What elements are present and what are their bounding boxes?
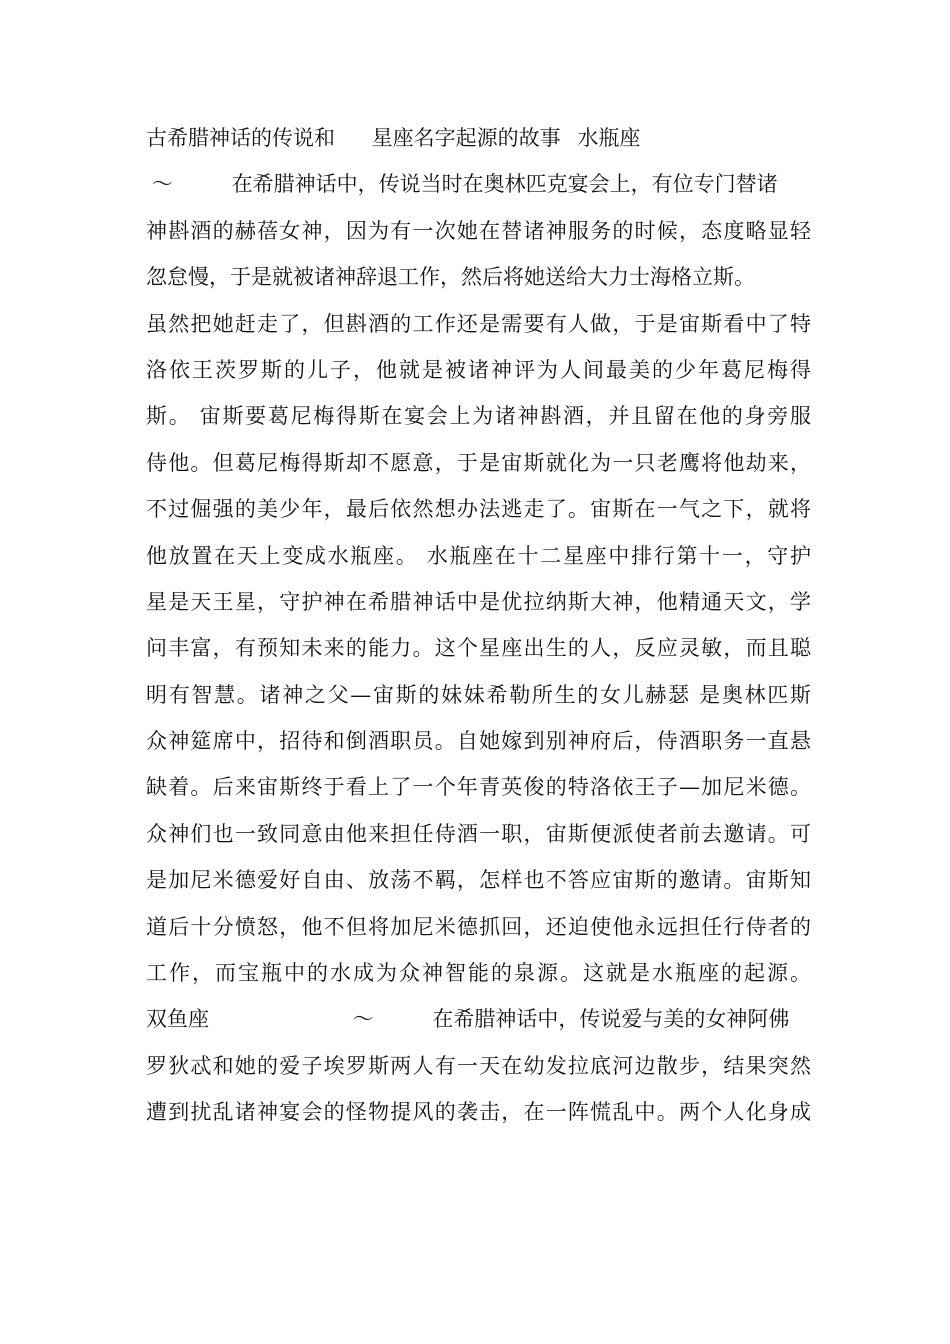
title-part-1: 古希腊神话的传说和: [146, 126, 335, 150]
paragraph-line: 侍他。但葛尼梅得斯却不愿意，于是宙斯就化为一只老鹰将他劫来，: [146, 450, 811, 475]
paragraph-line: 星是天王星，守护神在希腊神话中是优拉纳斯大神，他精通天文，学: [146, 589, 811, 614]
pisces-label: 双鱼座: [146, 1007, 209, 1032]
paragraph-line: 斯。 宙斯要葛尼梅得斯在宴会上为诸神斟酒，并且留在他的身旁服: [146, 404, 811, 429]
title-part-2: 星座名字起源的故事: [371, 126, 561, 150]
paragraph-line: 罗狄忒和她的爱子埃罗斯两人有一天在幼发拉底河边散步，结果突然: [146, 1053, 811, 1078]
paragraph-line: 问丰富，有预知未来的能力。这个星座出生的人，反应灵敏，而且聪: [146, 636, 811, 661]
paragraph-line: 洛依王茨罗斯的儿子，他就是被诸神评为人间最美的少年葛尼梅得: [146, 357, 811, 382]
document-body: [146, 115, 811, 1136]
paragraph-text: 在希腊神话中，传说当时在奥林匹克宴会上，有位专门替诸: [231, 172, 778, 197]
paragraph-line: 他放置在天上变成水瓶座。 水瓶座在十二星座中排行第十一，守护: [146, 543, 811, 568]
paragraph-line: 明有智慧。诸神之父—宙斯的妹妹希勒所生的女儿赫瑟 是奥林匹斯: [146, 682, 811, 707]
paragraph-line: 众神们也一致同意由他来担任侍酒一职，宙斯便派使者前去邀请。可: [146, 821, 811, 846]
pisces-tilde-mark: ～: [352, 1007, 374, 1032]
paragraph-line: 缺着。后来宙斯终于看上了一个年青英俊的特洛依王子—加尼米德。: [146, 775, 811, 800]
document-title: [146, 115, 811, 161]
paragraph-text: 在希腊神话中，传说爱与美的女神阿佛: [432, 1007, 790, 1032]
paragraph-line: 神斟酒的赫蓓女神，因为有一次她在替诸神服务的时候，态度略显轻: [146, 218, 811, 243]
paragraph-line: 忽怠慢，于是就被诸神辞退工作，然后将她送给大力士海格立斯。: [146, 265, 755, 290]
title-part-3: 水瓶座: [577, 126, 641, 150]
paragraph-line: 是加尼米德爱好自由、放荡不羁，怎样也不答应宙斯的邀请。宙斯知: [146, 868, 811, 893]
paragraph-line: 道后十分愤怒，他不但将加尼米德抓回，还迫使他永远担任行侍者的: [146, 914, 811, 939]
paragraph-line: 不过倔强的美少年，最后依然想办法逃走了。宙斯在一气之下，就将: [146, 497, 811, 522]
pisces-heading-line: [146, 996, 811, 1042]
paragraph-line: [146, 161, 811, 207]
paragraph-line: 工作，而宝瓶中的水成为众神智能的泉源。这就是水瓶座的起源。: [146, 961, 811, 986]
paragraph-line: 遭到扰乱诸神宴会的怪物提风的袭击，在一阵慌乱中。两个人化身成: [146, 1100, 811, 1125]
paragraph-line: 众神筵席中，招待和倒酒职员。自她嫁到别神府后，侍酒职务一直悬: [146, 729, 811, 754]
tilde-mark: ～: [152, 172, 173, 197]
paragraph-line: 虽然把她赶走了，但斟酒的工作还是需要有人做，于是宙斯看中了特: [146, 311, 811, 336]
